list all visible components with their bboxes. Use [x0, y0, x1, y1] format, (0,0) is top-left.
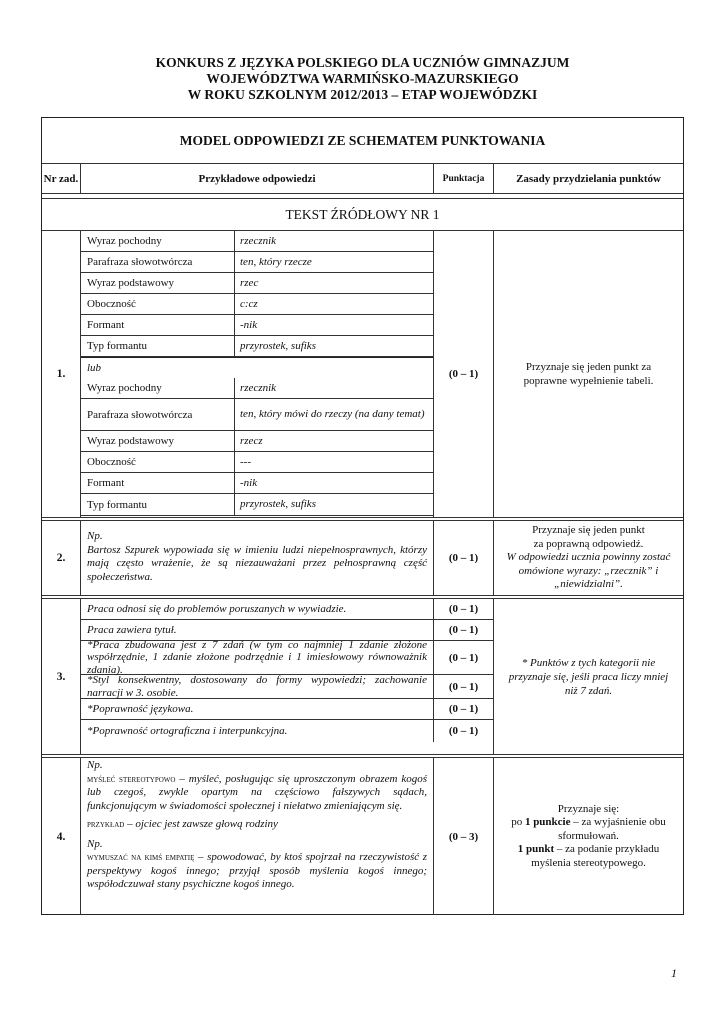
- task-3-criterion-points: (0 – 1): [448, 603, 479, 615]
- task-3-criterion-points: (0 – 1): [448, 703, 479, 715]
- task-1-table-row: [81, 378, 433, 399]
- task-4-term-3: wymuszać na kimś empatię: [87, 852, 195, 863]
- task-1-lub: lub: [87, 362, 102, 374]
- task-4-term-1: myśleć stereotypowo: [87, 773, 176, 785]
- task-1-row-label: Oboczność: [81, 294, 235, 314]
- task-1-row-value: rzecznik: [240, 234, 277, 247]
- task-4-example: [87, 818, 427, 832]
- task-3-rule: * Punktów z tych kategorii nie przyznaje się, jeśli praca liczy mniej niż 7 zdań.: [508, 656, 669, 697]
- task-1-points: (0 – 1): [434, 231, 494, 517]
- task-3-criterion-text: *Poprawność ortograficzna i interpunkcyjna.: [81, 720, 434, 742]
- task-2-points: (0 – 1): [434, 521, 494, 595]
- task-1-table-row: [81, 494, 433, 516]
- task-3-criterion-points: (0 – 1): [448, 651, 479, 664]
- task-1-row-label: Wyraz podstawowy: [81, 273, 235, 293]
- task-2-rule-line-2: za poprawną odpowiedź.: [533, 537, 644, 550]
- task-4-row: [42, 758, 683, 915]
- col-header-nr: Nr zad.: [42, 164, 81, 193]
- task-1-table-row: [81, 294, 433, 315]
- task-2-row: [42, 521, 683, 596]
- column-header-row: [42, 164, 683, 194]
- task-1-row-value: -nik: [240, 318, 258, 331]
- task-4-rule-b1: po: [511, 816, 525, 829]
- task-4-def-1: – myśleć, posługując się uproszczonym obrazem kogoś lub czegoś, zwykle opartym na częściowo fałszywych sądach, funkcjonującym w świadomości społecznej i niełatwo zmieniającym się.: [87, 772, 427, 812]
- task-4-np-2: Np.: [87, 837, 103, 850]
- task-1-row-label: Formant: [81, 473, 235, 493]
- task-4-def-2: – ojciec jest zawsze głową rodziny: [124, 818, 278, 830]
- task-1-table-row: [81, 336, 433, 357]
- task-2-answer-cell: [81, 521, 434, 595]
- task-2-rule-line-1: Przyznaje się jeden punkt: [532, 524, 645, 537]
- header-line-3: W ROKU SZKOLNYM 2012/2013 – ETAP WOJEWÓDZKI: [187, 87, 538, 102]
- task-1-row-value: c:cz: [240, 297, 258, 310]
- col-header-rules: Zasady przydzielania punktów: [516, 172, 661, 185]
- task-3-criterion: [81, 699, 493, 720]
- task-1-table-row: [81, 452, 433, 473]
- table-title: [42, 118, 683, 164]
- task-1-row-label: Oboczność: [81, 452, 235, 472]
- header-line-1: KONKURS Z JĘZYKA POLSKIEGO DLA UCZNIÓW GIMNAZJUM: [155, 55, 570, 70]
- task-2-answer: Bartosz Szpurek wypowiada się w imieniu ludzi niepełnosprawnych, którzy mają często wrażenie, że są niezauważani przez pełnosprawną część społeczeństwa.: [87, 543, 427, 583]
- task-4-rule-c2: – za podanie przykładu myślenia stereotypowego.: [531, 843, 660, 869]
- task-3-criterion-text: *Poprawność językowa.: [81, 699, 434, 719]
- task-1-table-row: [81, 473, 433, 494]
- task-1-table-row: [81, 431, 433, 452]
- task-1-row-label: Typ formantu: [81, 336, 235, 356]
- task-1-row-value: ---: [240, 455, 251, 468]
- document-header: [0, 55, 725, 103]
- task-3-number: 3.: [42, 599, 81, 754]
- col-header-points: Punktacja: [434, 164, 494, 193]
- task-4-rule-b2: 1 punkcie: [524, 816, 571, 829]
- task-4-points: (0 – 3): [434, 758, 494, 915]
- task-1-table-row: [81, 315, 433, 336]
- task-4-term-2: przykład: [87, 819, 125, 830]
- task-3-criterion: [81, 720, 493, 742]
- task-1-number: 1.: [42, 231, 81, 517]
- task-2-rule-line-3: W odpowiedzi ucznia powinny zostać omówione wyrazy: „rzecznik” i „niewidzialni”.: [506, 551, 671, 591]
- task-4-def-3: – spowodować, by ktoś spojrzał na rzeczywistość z perspektywy kogoś innego; przyjął sposób myślenia kogoś innego; współodczuwał stany psychiczne kogoś innego.: [87, 851, 427, 890]
- task-2-number: 2.: [42, 521, 81, 595]
- task-4-rule-b: [502, 816, 675, 843]
- task-3-criterion-text: Praca zawiera tytuł.: [81, 620, 434, 640]
- page-number: 1: [671, 966, 677, 980]
- task-3-criterion-points: (0 – 1): [448, 680, 479, 693]
- task-1-table-row: [81, 252, 433, 273]
- task-1-row-label: Typ formantu: [81, 494, 235, 515]
- task-1-row-value: przyrostek, sufiks: [240, 339, 316, 352]
- task-1-row-value: ten, który mówi do rzeczy (na dany temat): [240, 408, 425, 420]
- task-3-criterion: [81, 675, 493, 699]
- task-4-rule: [494, 758, 683, 915]
- task-4-rule-c1: 1 punkt: [517, 843, 555, 856]
- task-1-row-value: rzecz: [240, 434, 263, 447]
- task-2-np: Np.: [87, 530, 103, 542]
- task-4-definition-2: [87, 851, 427, 892]
- task-1-row-label: Wyraz podstawowy: [81, 431, 235, 451]
- task-1-lub-line: [81, 357, 433, 358]
- task-1-answers: [81, 231, 434, 517]
- task-1-row-value: -nik: [240, 476, 258, 489]
- scoring-table: [41, 117, 684, 915]
- task-1-row: [42, 231, 683, 518]
- task-4-rule-c: [502, 843, 675, 870]
- task-1-row-value: przyrostek, sufiks: [240, 498, 316, 510]
- task-3-criterion-text: *Styl konsekwentny, dostosowany do formy wypowiedzi; zachowanie narracji w 3. osobie.: [81, 675, 434, 698]
- task-1-row-label: Wyraz pochodny: [81, 231, 235, 251]
- task-4-definition-1: [87, 773, 427, 814]
- task-4-number: 4.: [42, 758, 81, 915]
- task-3-criterion-points: (0 – 1): [448, 725, 479, 737]
- task-1-row-label: Parafraza słowotwórcza: [81, 252, 235, 272]
- task-3-criteria: [81, 599, 494, 754]
- task-3-criterion-points: (0 – 1): [448, 624, 479, 636]
- task-3-criterion: [81, 599, 493, 620]
- table-title-text: MODEL ODPOWIEDZI ZE SCHEMATEM PUNKTOWANIA: [179, 132, 546, 148]
- task-4-answer-cell: [81, 758, 434, 915]
- task-4-rule-b3: – za wyjaśnienie obu sformułowań.: [558, 816, 666, 842]
- task-3-criterion-text: Praca odnosi się do problemów poruszanych w wywiadzie.: [81, 599, 434, 619]
- task-4-rule-a: Przyznaje się:: [557, 802, 620, 815]
- task-1-row-label: Parafraza słowotwórcza: [81, 399, 235, 430]
- task-1-row-value: rzec: [240, 276, 259, 289]
- section-title: [42, 199, 683, 231]
- task-3-criterion-text: *Praca zbudowana jest z 7 zdań (w tym co najmniej 1 zdanie złożone współrzędnie, 1 zdanie złożone podrzędnie i 1 imiesłowowy równoważnik zdania).: [81, 641, 434, 674]
- section-title-text: TEKST ŹRÓDŁOWY NR 1: [285, 206, 440, 222]
- task-1-rule: Przyznaje się jeden punkt za poprawne wypełnienie tabeli.: [523, 361, 654, 387]
- task-1-row-value: rzecznik: [240, 381, 277, 394]
- task-1-row-label: Formant: [81, 315, 235, 335]
- task-3-row: [42, 599, 683, 755]
- task-2-rule: [494, 521, 683, 595]
- col-header-answers: Przykładowe odpowiedzi: [81, 164, 434, 193]
- task-1-table-row: [81, 399, 433, 431]
- header-line-2: WOJEWÓDZTWA WARMIŃSKO-MAZURSKIEGO: [206, 71, 519, 86]
- task-1-row-value: ten, który rzecze: [240, 255, 312, 268]
- task-1-table-row: [81, 231, 433, 252]
- task-3-criterion: [81, 638, 493, 676]
- task-1-table-row: [81, 273, 433, 294]
- task-1-row-label: Wyraz pochodny: [81, 378, 235, 398]
- task-4-np-1: Np.: [87, 759, 103, 771]
